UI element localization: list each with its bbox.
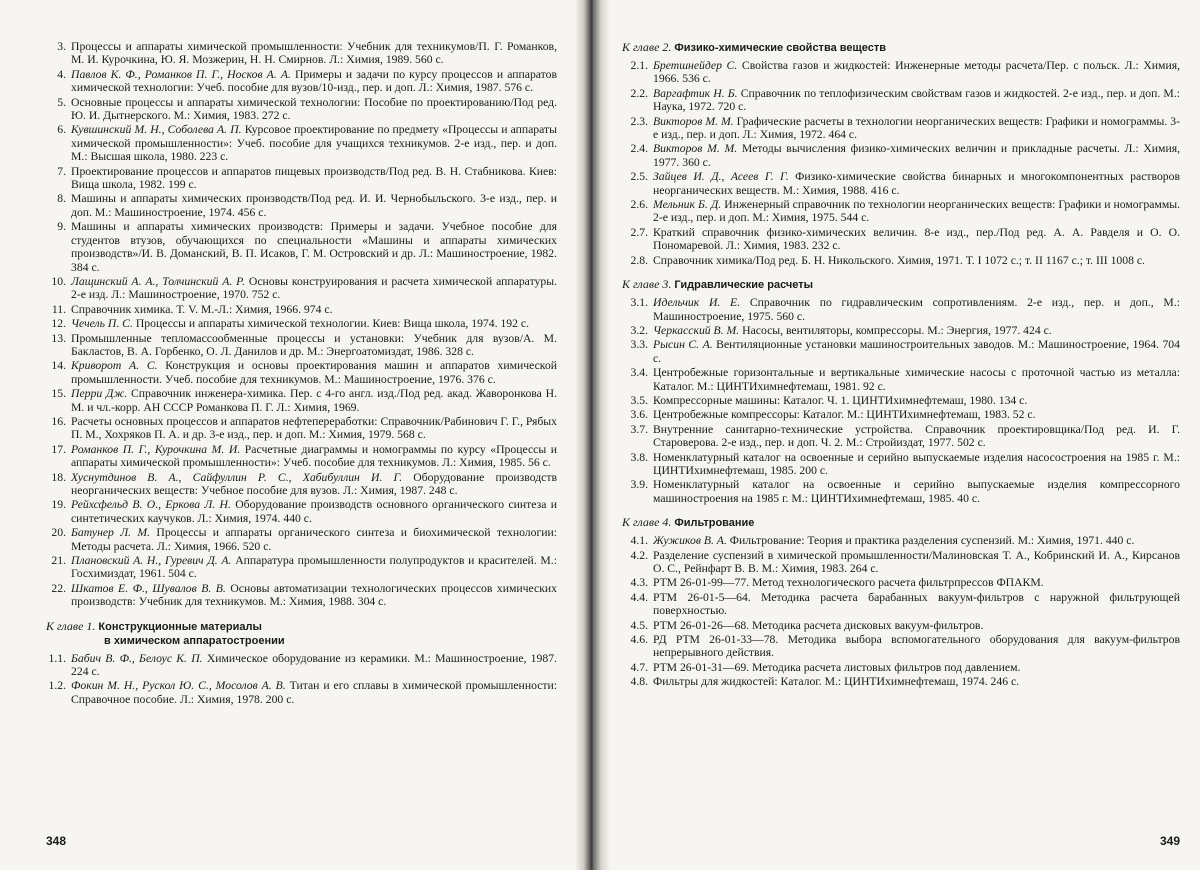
reference-text xyxy=(71,220,557,274)
reference-number: 2.5. xyxy=(622,170,648,197)
chapter-label: К главе 1. xyxy=(46,619,95,633)
reference-entry xyxy=(622,142,1180,169)
reference-text xyxy=(653,576,1180,589)
reference-entry xyxy=(622,198,1180,225)
reference-text xyxy=(71,96,557,123)
reference-text xyxy=(653,338,1180,365)
reference-body: Компрессорные машины: Каталог. Ч. 1. ЦИНТИхимнефтемаш, 1980. 134 с. xyxy=(653,394,1027,407)
reference-entry xyxy=(46,275,557,302)
reference-body: Курсовое проектирование по предмету «Процессы и аппараты химической промышленности»: Учеб. пособие для учащихся техникумов. 2-е изд., пер. и доп. М.: Высшая школа, 1980. 223 с. xyxy=(71,123,557,163)
reference-body: Справочник химика/Под ред. Б. Н. Никольского. Химия, 1971. Т. I 1072 с.; т. II 1167 с.; т. III 1008 с. xyxy=(653,254,1145,267)
reference-author: Криворот А. С. xyxy=(71,359,158,372)
reference-body: РТМ 26-01-31—69. Методика расчета листовых фильтров под давлением. xyxy=(653,661,1020,674)
reference-text xyxy=(653,170,1180,197)
reference-text xyxy=(653,423,1180,450)
reference-text xyxy=(653,661,1180,674)
section-title: Конструкционные материалы xyxy=(98,621,261,633)
reference-body: Процессы и аппараты органического синтеза и биохимической технологии: Методы расчета. Л.: Химия, 1966. 520 с. xyxy=(71,526,557,552)
reference-number: 4.8. xyxy=(622,675,648,688)
reference-author: Кувшинский М. Н., Соболева А. П. xyxy=(71,123,242,136)
reference-entry xyxy=(622,633,1180,660)
reference-entry xyxy=(46,68,557,95)
reference-body: РД РТМ 26-01-33—78. Методика выбора вспомогательного оборудования для вакуум-фильтров непрерывного действия. xyxy=(653,633,1180,659)
reference-number: 2.3. xyxy=(622,115,648,142)
reference-text xyxy=(653,324,1180,337)
reference-author: Черкасский В. М. xyxy=(653,324,739,337)
reference-body: Вентиляционные установки машиностроительных заводов. М.: Машиностроение, 1964. 704 с. xyxy=(653,338,1180,364)
reference-body: Примеры и задачи по курсу процессов и аппаратов химической технологии: Учеб. пособие для вузов/10-изд., пер. и доп. Л.: Химия, 1987. 576 с. xyxy=(71,68,557,94)
reference-body: Центробежные компрессоры: Каталог. М.: ЦИНТИхимнефтемаш, 1983. 52 с. xyxy=(653,408,1036,421)
chapter-label: К главе 3. xyxy=(622,277,674,291)
reference-text xyxy=(653,408,1180,421)
reference-author: Рысин С. А. xyxy=(653,338,713,351)
reference-author: Батунер Л. М. xyxy=(71,526,150,539)
reference-text xyxy=(653,534,1180,547)
reference-author: Чечель П. С. xyxy=(71,317,133,330)
reference-body: Проектирование процессов и аппаратов пищевых производств/Под ред. В. Н. Стабникова. Киев: Вища школа, 1982. 199 с. xyxy=(71,165,557,191)
reference-number: 4.5. xyxy=(622,619,648,632)
reference-text xyxy=(71,275,557,302)
reference-author: Варгафтик Н. Б. xyxy=(653,87,738,100)
reference-body: Справочник химика. Т. V. М.-Л.: Химия, 1966. 974 с. xyxy=(71,303,333,316)
reference-body: Фильтры для жидкостей: Каталог. М.: ЦИНТИхимнефтемаш, 1974. 246 с. xyxy=(653,675,1019,688)
reference-body: РТМ 26-01-26—68. Методика расчета дисковых вакуум-фильтров. xyxy=(653,619,983,632)
reference-body: Титан и его сплавы в химической промышленности: Справочное пособие. Л.: Химия, 1978. 200 с. xyxy=(71,679,557,705)
reference-body: Основы автоматизации технологических процессов химических производств: Учебник для техникумов. М.: Химия, 1988. 304 с. xyxy=(71,582,557,608)
reference-number: 5. xyxy=(46,96,66,123)
reference-body: Машины и аппараты химических производств: Примеры и задачи. Учебное пособие для студентов втузов, обучающихся по специальности «Машины и аппараты химических производств»/И. В. Доманский, В. П. Исаков, Г. М. Островский и др. Л.: Машиностроение, 1982. 384 с. xyxy=(71,220,557,273)
reference-number: 15. xyxy=(46,387,66,414)
reference-text xyxy=(653,59,1180,86)
reference-text xyxy=(653,591,1180,618)
reference-entry xyxy=(622,338,1180,365)
reference-author: Рейхсфельд В. О., Еркова Л. Н. xyxy=(71,498,231,511)
reference-entry xyxy=(622,226,1180,253)
reference-author: Мельник Б. Д. xyxy=(653,198,721,211)
reference-entry xyxy=(46,359,557,386)
reference-body: Основы конструирования и расчета химической аппаратуры. 2-е изд. Л.: Машиностроение, 1970. 752 с. xyxy=(71,275,557,301)
reference-text xyxy=(653,296,1180,323)
reference-text xyxy=(71,652,557,679)
reference-body: РТМ 26-01-99—77. Метод технологического расчета фильтрпрессов ФПАКМ. xyxy=(653,576,1044,589)
reference-number: 3.6. xyxy=(622,408,648,421)
chapter-label: К главе 4. xyxy=(622,515,674,529)
reference-text xyxy=(71,165,557,192)
reference-entry xyxy=(46,332,557,359)
left-page xyxy=(0,0,575,870)
chapter-sections xyxy=(622,40,1180,689)
reference-text xyxy=(71,443,557,470)
reference-entry xyxy=(622,59,1180,86)
reference-author: Викторов М. М. xyxy=(653,115,734,128)
reference-number: 3.1. xyxy=(622,296,648,323)
reference-text xyxy=(71,471,557,498)
reference-body: Разделение суспензий в химической промышленности/Малиновская Т. А., Кобринский И. А., Кирсанов О. С., Рейнфарт В. В. М.: Химия, 1983. 264 с. xyxy=(653,549,1180,575)
reference-body: Оборудование производств основного органического синтеза и синтетических каучуков. Л.: Химия, 1974. 440 с. xyxy=(71,498,557,524)
section-title: Гидравлические расчеты xyxy=(674,279,813,291)
reference-number: 18. xyxy=(46,471,66,498)
page-number: 348 xyxy=(46,834,66,848)
reference-text xyxy=(653,549,1180,576)
reference-text xyxy=(71,498,557,525)
section-title-line2: в химическом аппаратостроении xyxy=(46,634,557,648)
reference-text xyxy=(71,679,557,706)
reference-body: Графические расчеты в технологии неорганических веществ: Графики и номограммы. 3-е изд., пер. и доп. Л.: Химия, 1972. 464 с. xyxy=(653,115,1180,141)
reference-entry xyxy=(622,661,1180,674)
reference-entry xyxy=(622,296,1180,323)
reference-number: 2.1. xyxy=(622,59,648,86)
reference-number: 21. xyxy=(46,554,66,581)
reference-number: 4.1. xyxy=(622,534,648,547)
reference-entry xyxy=(46,317,557,330)
reference-entry xyxy=(46,123,557,163)
reference-text xyxy=(653,198,1180,225)
reference-number: 3.7. xyxy=(622,423,648,450)
reference-number: 1.1. xyxy=(46,652,66,679)
reference-entry xyxy=(46,40,557,67)
reference-entry xyxy=(46,582,557,609)
reference-text xyxy=(653,451,1180,478)
reference-body: Номенклатурный каталог на освоенные и серийно выпускаемые изделия насосостроения на 1985 г. М.: ЦИНТИхимнефтемаш, 1985. 200 с. xyxy=(653,451,1180,477)
reference-body: Процессы и аппараты химической технологии. Киев: Вища школа, 1974. 192 с. xyxy=(133,317,529,330)
reference-author: Зайцев И. Д., Асеев Г. Г. xyxy=(653,170,789,183)
reference-entry xyxy=(622,534,1180,547)
reference-author: Фокин М. Н., Рускол Ю. С., Мосолов А. В. xyxy=(71,679,286,692)
reference-text xyxy=(71,68,557,95)
reference-author: Плановский А. Н., Гуревич Д. А. xyxy=(71,554,231,567)
reference-entry xyxy=(46,96,557,123)
reference-entry xyxy=(622,366,1180,393)
reference-text xyxy=(71,526,557,553)
reference-number: 3.8. xyxy=(622,451,648,478)
reference-entry xyxy=(622,549,1180,576)
reference-body: Справочник по теплофизическим свойствам газов и жидкостей. 2-е изд., пер. и доп. М.: Наука, 1972. 720 с. xyxy=(653,87,1180,113)
reference-entry xyxy=(46,192,557,219)
reference-author: Романков П. Г., Курочкина М. И. xyxy=(71,443,240,456)
reference-author: Лащинский А. А., Толчинский А. Р. xyxy=(71,275,245,288)
reference-text xyxy=(653,226,1180,253)
section-heading xyxy=(622,277,1180,292)
reference-number: 4.4. xyxy=(622,591,648,618)
reference-number: 20. xyxy=(46,526,66,553)
reference-author: Викторов М. М. xyxy=(653,142,737,155)
reference-text xyxy=(653,478,1180,505)
reference-entry xyxy=(622,451,1180,478)
reference-text xyxy=(653,633,1180,660)
reference-number: 7. xyxy=(46,165,66,192)
reference-text xyxy=(653,254,1180,267)
reference-text xyxy=(71,40,557,67)
reference-body: Промышленные тепломассообменные процессы и установки: Учебник для вузов/А. М. Бакластов, В. А. Горбенко, О. Л. Данилов и др. М.: Энергоатомиздат, 1986. 328 с. xyxy=(71,332,557,358)
reference-number: 13. xyxy=(46,332,66,359)
reference-text xyxy=(71,123,557,163)
reference-text xyxy=(71,387,557,414)
reference-number: 3.4. xyxy=(622,366,648,393)
reference-body: Аппаратура промышленности полупродуктов и красителей. М.: Госхимиздат, 1961. 504 с. xyxy=(71,554,557,580)
reference-entry xyxy=(46,471,557,498)
reference-body: Центробежные горизонтальные и вертикальные химические насосы с проточной частью из металла: Каталог. М.: ЦИНТИхимнефтемаш, 1981. 92 с. xyxy=(653,366,1180,392)
reference-entry xyxy=(622,675,1180,688)
chapter-label: К главе 2. xyxy=(622,40,674,54)
reference-number: 17. xyxy=(46,443,66,470)
reference-body: Конструкция и основы проектирования машин и аппаратов химической промышленности. Учеб. пособие для техникумов. М.: Машиностроение, 1976. 376 с. xyxy=(71,359,557,385)
page-number: 349 xyxy=(1160,834,1180,848)
reference-entry xyxy=(622,423,1180,450)
reference-text xyxy=(71,303,557,316)
section-title: Физико-химические свойства веществ xyxy=(674,42,886,54)
reference-number: 2.7. xyxy=(622,226,648,253)
reference-entry xyxy=(46,415,557,442)
reference-entry xyxy=(622,87,1180,114)
reference-text xyxy=(653,394,1180,407)
reference-entry xyxy=(46,387,557,414)
reference-body: Инженерный справочник по технологии неорганических веществ: Графики и номограммы. 2-е изд., пер. и доп. М.: Химия, 1975. 544 с. xyxy=(653,198,1180,224)
reference-body: Химическое оборудование из керамики. М.: Машиностроение, 1987. 224 с. xyxy=(71,652,557,678)
reference-text xyxy=(653,142,1180,169)
reference-body: Машины и аппараты химических производств/Под ред. И. И. Чернобыльского. 3-е изд., пер. и доп. М.: Машиностроение, 1974. 456 с. xyxy=(71,192,557,218)
reference-body: Справочник инженера-химика. Пер. с 4-го англ. изд./Под ред. акад. Жаворонкова Н. М. и чл.-корр. АН СССР Романкова П. Г. Л.: Химия, 1969. xyxy=(71,387,557,413)
reference-number: 1.2. xyxy=(46,679,66,706)
reference-author: Шкатов Е. Ф., Шувалов В. В. xyxy=(71,582,226,595)
reference-body: Расчетные диаграммы и номограммы по курсу «Процессы и аппараты химической промышленности»: Учеб. пособие для техникумов. Л.: Химия, 1985. 56 с. xyxy=(71,443,557,469)
reference-body: Насосы, вентиляторы, компрессоры. М.: Энергия, 1977. 424 с. xyxy=(739,324,1052,337)
reference-entry xyxy=(622,478,1180,505)
reference-number: 10. xyxy=(46,275,66,302)
reference-body: Процессы и аппараты химической промышленности: Учебник для техникумов/П. Г. Романков, М. И. Курочкина, Ю. Я. Мозжерин, Н. Н. Смирнов. Л.: Химия, 1989. 560 с. xyxy=(71,40,557,66)
reference-body: Фильтрование: Теория и практика разделения суспензий. М.: Химия, 1971. 440 с. xyxy=(727,534,1135,547)
reference-text xyxy=(653,619,1180,632)
reference-number: 9. xyxy=(46,220,66,274)
reference-body: Краткий справочник физико-химических величин. 8-е изд., пер./Под ред. А. А. Равделя и О. О. Пономаревой. Л.: Химия, 1983. 232 с. xyxy=(653,226,1180,252)
reference-author: Павлов К. Ф., Романков П. Г., Носков А. А. xyxy=(71,68,291,81)
reference-text xyxy=(653,675,1180,688)
reference-body: Внутренние санитарно-технические устройства. Справочник проектировщика/Под ред. И. Г. Староверова. 2-е изд., пер. и доп. Ч. 2. М.: Стройиздат, 1977. 502 с. xyxy=(653,423,1180,449)
reference-text xyxy=(71,359,557,386)
reference-author: Жужиков В. А. xyxy=(653,534,727,547)
reference-list xyxy=(46,40,557,609)
reference-body: Методы вычисления физико-химических величин и прикладные расчеты. Л.: Химия, 1977. 360 с. xyxy=(653,142,1180,168)
reference-number: 4.2. xyxy=(622,549,648,576)
reference-number: 22. xyxy=(46,582,66,609)
reference-number: 16. xyxy=(46,415,66,442)
reference-entry xyxy=(622,324,1180,337)
reference-body: Расчеты основных процессов и аппаратов нефтепереработки: Справочник/Рабинович Г. Г., Рябых П. М., Хохряков П. А. и др. 3-е изд., пер. и доп. М.: Химия, 1979. 568 с. xyxy=(71,415,557,441)
reference-entry xyxy=(622,408,1180,421)
reference-entry xyxy=(46,652,557,679)
reference-author: Бабич В. Ф., Белоус К. П. xyxy=(71,652,203,665)
reference-body: Свойства газов и жидкостей: Инженерные методы расчета/Пер. с польск. Л.: Химия, 1966. 536 с. xyxy=(653,59,1180,85)
reference-number: 2.6. xyxy=(622,198,648,225)
reference-text xyxy=(71,554,557,581)
section-heading xyxy=(622,40,1180,55)
reference-number: 2.8. xyxy=(622,254,648,267)
book-gutter xyxy=(575,0,610,870)
reference-entry xyxy=(46,303,557,316)
reference-entry xyxy=(46,526,557,553)
reference-number: 4.7. xyxy=(622,661,648,674)
reference-number: 8. xyxy=(46,192,66,219)
reference-body: Справочник по гидравлическим сопротивлениям. 2-е изд., пер. и доп., М.: Машиностроение, 1975. 560 с. xyxy=(653,296,1180,322)
reference-body: Основные процессы и аппараты химической технологии: Пособие по проектированию/Под ред. Ю. И. Дытнерского. М.: Химия, 1983. 272 с. xyxy=(71,96,557,122)
reference-entry xyxy=(46,679,557,706)
reference-entry xyxy=(46,220,557,274)
reference-number: 2.4. xyxy=(622,142,648,169)
reference-number: 4.3. xyxy=(622,576,648,589)
reference-entry xyxy=(46,554,557,581)
reference-entry xyxy=(46,498,557,525)
reference-author: Хуснутдинов В. А., Сайфуллин Р. С., Хабибуллин И. Г. xyxy=(71,471,402,484)
reference-body: Оборудование производств неорганических веществ: Учебное пособие для вузов. Л.: Химия, 1987. 248 с. xyxy=(71,471,557,497)
reference-number: 4. xyxy=(46,68,66,95)
reference-number: 11. xyxy=(46,303,66,316)
reference-number: 19. xyxy=(46,498,66,525)
section-heading-chapter-1 xyxy=(46,619,557,648)
reference-body: Физико-химические свойства бинарных и многокомпонентных растворов неорганических веществ. М.: Химия, 1988. 416 с. xyxy=(653,170,1180,196)
reference-text xyxy=(653,366,1180,393)
reference-entry xyxy=(622,394,1180,407)
reference-text xyxy=(71,415,557,442)
reference-entry xyxy=(622,170,1180,197)
reference-text xyxy=(653,87,1180,114)
reference-entry xyxy=(622,115,1180,142)
reference-author: Перри Дж. xyxy=(71,387,127,400)
reference-entry xyxy=(622,576,1180,589)
reference-number: 12. xyxy=(46,317,66,330)
reference-list-chapter-1 xyxy=(46,652,557,707)
reference-number: 3.3. xyxy=(622,338,648,365)
reference-entry xyxy=(622,619,1180,632)
reference-text xyxy=(653,115,1180,142)
reference-number: 3.2. xyxy=(622,324,648,337)
reference-number: 3. xyxy=(46,40,66,67)
reference-number: 4.6. xyxy=(622,633,648,660)
reference-text xyxy=(71,317,557,330)
reference-author: Идельчик И. Е. xyxy=(653,296,740,309)
section-title: Фильтрование xyxy=(674,517,754,529)
reference-body: Номенклатурный каталог на освоенные и серийно выпускаемые изделия компрессорного машиностроения на 1985 г. М.: ЦИНТИхимнефтемаш, 1985. 40 с. xyxy=(653,478,1180,504)
right-page xyxy=(610,0,1200,870)
reference-text xyxy=(71,582,557,609)
section-heading xyxy=(622,515,1180,530)
reference-author: Бретшнейдер С. xyxy=(653,59,737,72)
reference-number: 3.5. xyxy=(622,394,648,407)
reference-entry xyxy=(622,591,1180,618)
reference-text xyxy=(71,332,557,359)
reference-number: 6. xyxy=(46,123,66,163)
reference-number: 14. xyxy=(46,359,66,386)
reference-text xyxy=(71,192,557,219)
reference-number: 3.9. xyxy=(622,478,648,505)
reference-entry xyxy=(46,443,557,470)
reference-number: 2.2. xyxy=(622,87,648,114)
reference-entry xyxy=(46,165,557,192)
reference-entry xyxy=(622,254,1180,267)
reference-body: РТМ 26-01-5—64. Методика расчета барабанных вакуум-фильтров с наружной фильтрующей поверхностью. xyxy=(653,591,1180,617)
